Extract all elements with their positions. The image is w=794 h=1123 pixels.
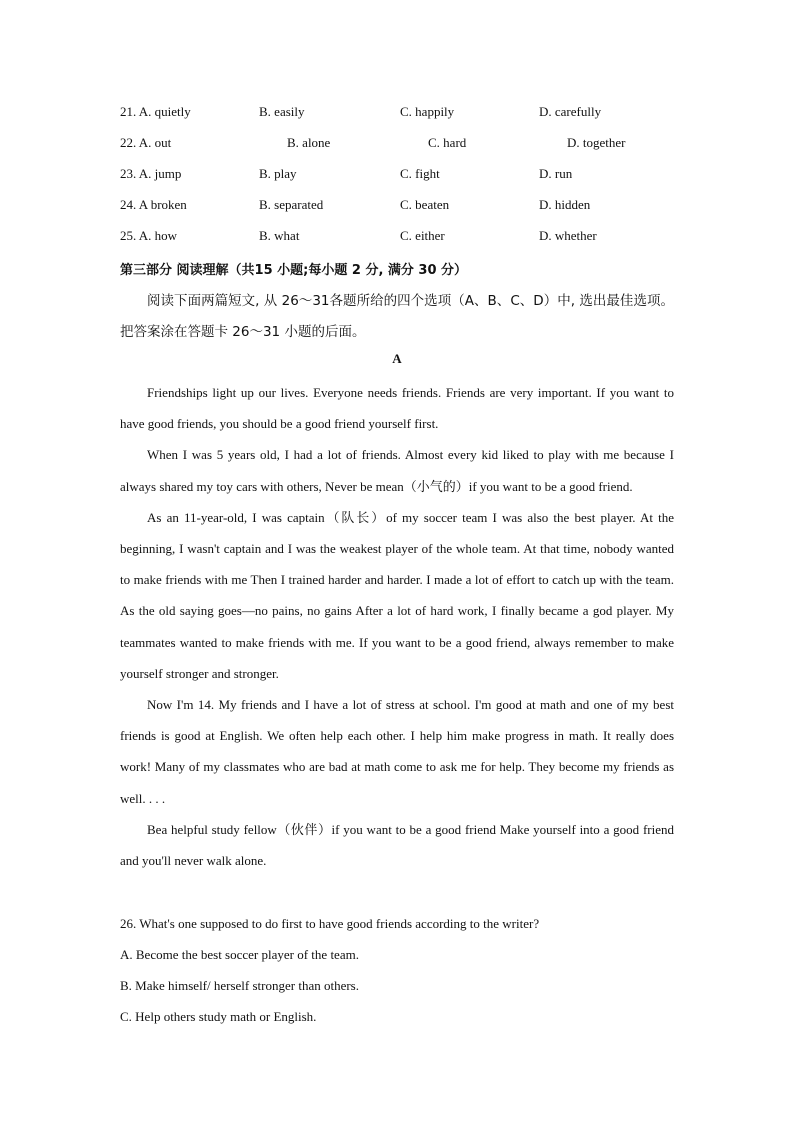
option-c: C. fight: [400, 166, 440, 181]
cloze-row-21: [0, 102, 794, 122]
passage-body: [120, 377, 674, 876]
option-c: C. happily: [400, 104, 455, 119]
option-a: 24. A broken: [120, 197, 187, 212]
option-b: B. separated: [259, 197, 324, 212]
passage-paragraph: Friendships light up our lives. Everyone needs friends. Friends are very important. If you want to have good friends, you should be a good friend yourself first.: [120, 385, 674, 432]
option-a: 23. A. jump: [120, 166, 182, 181]
passage-label: A: [392, 351, 402, 366]
answer-option-b: B. Make himself/ herself stronger than others.: [120, 978, 359, 993]
cloze-row-24: [0, 195, 794, 215]
option-c: C. either: [400, 228, 445, 243]
question-stem: 26. What's one supposed to do first to have good friends according to the writer?: [120, 916, 540, 931]
option-d: D. run: [539, 166, 573, 181]
section-instructions: 阅读下面两篇短文, 从 26～31各题所给的四个选项（A、B、C、D）中, 选出最佳选项。把答案涂在答题卡 26～31 小题的后面。: [120, 293, 674, 340]
option-a: 25. A. how: [120, 228, 178, 243]
question-26: [120, 908, 680, 1032]
option-c: C. beaten: [400, 197, 450, 212]
cloze-row-25: [0, 226, 794, 246]
option-b: B. alone: [287, 135, 331, 150]
passage-paragraph: Bea helpful study fellow（伙伴）if you want to be a good friend Make yourself into a good friend and you'll never walk alone.: [120, 821, 674, 869]
passage-paragraph: As an 11-year-old, I was captain（队长）of my soccer team I was also the best player. At the beginning, I wasn't captain and I was the weakest player of the whole team. At that time, nobody wanted to make friends with me Then I trained harder and harder. I made a lot of effort to catch up with the team. As the old saying goes—no pains, no gains After a lot of hard work, I finally became a god player. My teammates wanted to make friends with me. If you want to be a good friend, always remember to make yourself stronger and stronger.: [120, 509, 674, 681]
option-a: 22. A. out: [120, 135, 172, 150]
option-d: D. whether: [539, 228, 597, 243]
option-b: B. play: [259, 166, 297, 181]
option-b: B. easily: [259, 104, 305, 119]
option-d: D. together: [567, 135, 626, 150]
option-d: D. carefully: [539, 104, 602, 119]
section-title: 第三部分 阅读理解（共15 小题;每小题 2 分, 满分 30 分）: [120, 263, 468, 278]
passage-paragraph: When I was 5 years old, I had a lot of friends. Almost every kid liked to play with me because I always shared my toy cars with others, Never be mean（小气的）if you want to be a good friend.: [120, 447, 674, 494]
option-d: D. hidden: [539, 197, 591, 212]
cloze-row-23: [0, 164, 794, 184]
option-b: B. what: [259, 228, 300, 243]
answer-option-c: C. Help others study math or English.: [120, 1009, 317, 1024]
option-c: C. hard: [428, 135, 467, 150]
passage-paragraph: Now I'm 14. My friends and I have a lot of stress at school. I'm good at math and one of my best friends is good at English. We often help each other. I help him make progress in math. It really does work! Many of my classmates who are bad at math come to ask me for help. They become my friends as well. . . .: [120, 697, 674, 806]
cloze-row-22: [0, 133, 794, 153]
answer-option-a: A. Become the best soccer player of the team.: [120, 947, 359, 962]
option-a: 21. A. quietly: [120, 104, 191, 119]
